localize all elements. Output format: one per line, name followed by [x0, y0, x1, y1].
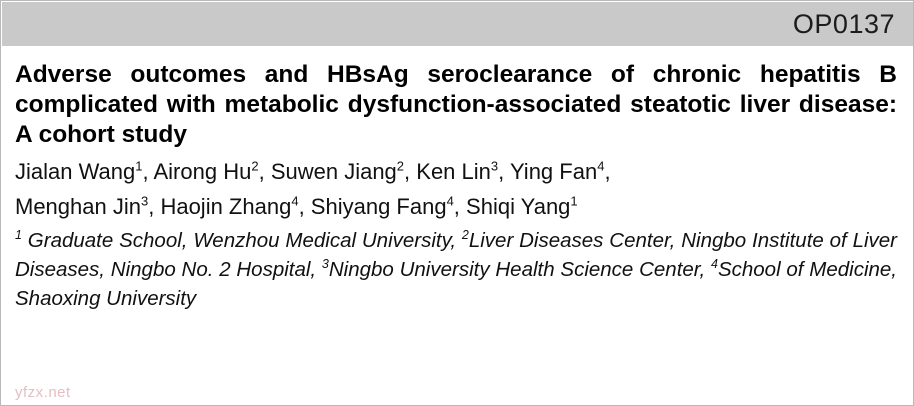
author-affiliation-marker: 4 [446, 193, 454, 209]
header-bar [2, 2, 913, 46]
affiliation-marker: 2 [461, 228, 469, 243]
author-name: Shiqi Yang [466, 194, 571, 219]
author-affiliation-marker: 3 [490, 158, 499, 174]
affiliation-text: School of Medicine, Shaoxing University [15, 258, 898, 310]
author-name: Suwen Jiang [270, 159, 397, 184]
author-name: Jialan Wang [15, 159, 136, 184]
affiliation-marker: 1 [15, 228, 22, 243]
author-name: Shiyang Fang [310, 194, 447, 219]
watermark: yfzx.net [15, 384, 71, 401]
author-affiliation-marker: 4 [291, 193, 299, 209]
affiliation-text: Liver Diseases Center, Ningbo Institute of Liver Diseases, Ningbo No. 2 Hospital, [15, 229, 898, 281]
affiliation-marker: 4 [710, 257, 718, 272]
author-affiliation-marker: 2 [251, 158, 259, 174]
author-affiliation-marker: 3 [140, 193, 149, 209]
author-name: Haojin Zhang [160, 194, 292, 219]
author-affiliation-marker: 4 [597, 158, 605, 174]
abstract-code: OP0137 [792, 8, 895, 39]
author-list-line-2: Menghan Jin$^3$, Haojin Zhang$^4$, Shiyang Fang$^4$, Shiqi Yang$^1$ [15, 193, 578, 219]
document-content [1, 46, 913, 313]
author-affiliation-marker: 2 [396, 158, 405, 174]
affiliation-marker: 3 [321, 257, 329, 272]
author-name: Menghan Jin [15, 194, 141, 219]
page-title: Adverse outcomes and HBsAg seroclearance of chronic hepatitis B complicated with metabolic dysfunction-associated steatotic liver disease: A cohort study [15, 61, 897, 148]
affiliation-text: Ningbo University Health Science Center, [328, 258, 711, 281]
affiliation-list [15, 226, 897, 313]
author-list-line-1: Jialan Wang$^1$, Airong Hu$^2$, Suwen Jiang$^2$, Ken Lin$^3$, Ying Fan$^4$, [15, 158, 611, 184]
author-name: Airong Hu [153, 159, 252, 184]
affiliation-text: Graduate School, Wenzhou Medical University, [21, 229, 462, 252]
author-name: Ying Fan [509, 159, 598, 184]
author-affiliation-marker: 1 [570, 193, 578, 209]
author-name: Ken Lin [416, 159, 491, 184]
author-affiliation-marker: 1 [135, 158, 143, 174]
